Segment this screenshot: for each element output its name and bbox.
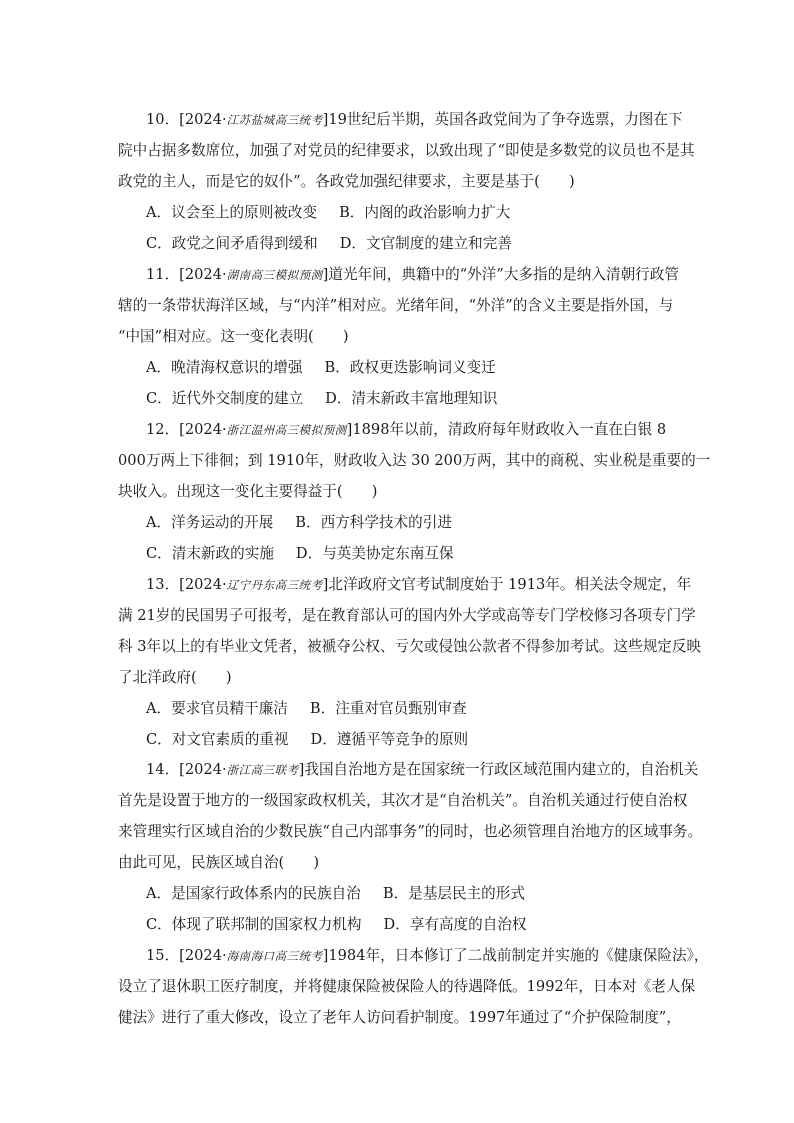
stem-text: 块收入。出现这一变化主要得益于( ): [118, 483, 378, 500]
stem-text: 000万两上下徘徊；到 1910年，财政收入达 30 200万两，其中的商税、实业税是重要的一: [118, 452, 711, 469]
question-source: 海南海口高三统考: [226, 949, 323, 963]
answer-option[interactable]: A．议会至上的原则被改变: [146, 204, 318, 221]
options-row: [146, 513, 452, 533]
options-row: [146, 730, 468, 750]
question-stem-line: [118, 451, 710, 471]
stem-text: 辖的一条带状海洋区域，与“内洋”相对应。光绪年间，“外洋”的含义主要是指外国，与: [118, 297, 674, 314]
source-suffix: ]: [322, 111, 329, 128]
stem-text: 19世纪后半期，英国各政党间为了争夺选票，力图在下: [328, 111, 683, 128]
answer-option[interactable]: C．对文官素质的重视: [146, 731, 289, 748]
question-stem-line: [118, 296, 673, 316]
source-suffix: ]: [298, 761, 305, 778]
question-stem-line: [118, 637, 701, 657]
answer-option[interactable]: D．享有高度的自治权: [383, 916, 527, 933]
answer-option[interactable]: A．要求官员精干廉洁: [146, 700, 288, 717]
stem-text: 健法》进行了重大修改，设立了老年人访问看护制度。1997年通过了“介护保险制度”，: [118, 1009, 681, 1026]
source-prefix: [2024·: [179, 947, 227, 964]
stem-text: 设立了退休职工医疗制度，并将健康保险被保险人的待遇降低。1992年，日本对《老人保: [118, 978, 696, 995]
question-stem-line: [118, 668, 232, 688]
stem-text: “中国”相对应。这一变化表明( ): [118, 328, 349, 345]
question-stem-first-line: [146, 265, 679, 285]
question-stem-line: [118, 853, 319, 873]
stem-text: 道光年间，典籍中的“外洋”大多指的是纳入清朝行政管: [328, 266, 679, 283]
question-number: 15．: [146, 947, 180, 964]
answer-option[interactable]: B．西方科学技术的引进: [295, 514, 452, 531]
question-stem-line: [118, 141, 695, 161]
source-prefix: [2024·: [179, 421, 227, 438]
source-prefix: [2024·: [179, 761, 227, 778]
question-number: 12．: [146, 421, 180, 438]
answer-option[interactable]: C．政党之间矛盾得到缓和: [146, 235, 318, 252]
answer-option[interactable]: A．晚清海权意识的增强: [146, 359, 303, 376]
stem-text: 首先是设置于地方的一级国家政权机关，其次才是“自治机关”。自治机关通过行使自治权: [118, 792, 688, 809]
options-row: [146, 699, 467, 719]
question-source: 浙江高三联考: [226, 763, 299, 777]
stem-text: 我国自治地方是在国家统一行政区域范围内建立的，自治机关: [304, 761, 699, 778]
answer-option[interactable]: B．内阁的政治影响力扩大: [339, 204, 511, 221]
answer-option[interactable]: D．文官制度的建立和完善: [339, 235, 512, 252]
options-row: [146, 389, 497, 409]
stem-text: 由此可见，民族区域自治( ): [118, 854, 320, 871]
answer-option[interactable]: B．政权更迭影响词义变迁: [324, 359, 496, 376]
source-suffix: ]: [322, 576, 329, 593]
options-row: [146, 884, 525, 904]
answer-option[interactable]: C．近代外交制度的建立: [146, 390, 304, 407]
question-stem-first-line: [146, 110, 683, 130]
question-stem-line: [118, 327, 349, 347]
question-number: 13．: [146, 576, 180, 593]
question-stem-line: [118, 172, 575, 192]
answer-option[interactable]: D．与英美协定东南互保: [295, 545, 454, 562]
question-source: 湖南高三模拟预测: [226, 268, 323, 282]
answer-option[interactable]: B．是基层民主的形式: [382, 885, 525, 902]
answer-option[interactable]: C．清末新政的实施: [146, 545, 274, 562]
question-stem-line: [118, 482, 377, 502]
stem-text: 科 3年以上的有毕业文凭者，被褫夺公权、亏欠或侵蚀公款者不得参加考试。这些规定反映: [118, 638, 702, 655]
question-stem-first-line: [146, 575, 691, 595]
answer-option[interactable]: A．是国家行政体系内的民族自治: [146, 885, 361, 902]
source-prefix: [2024·: [179, 111, 227, 128]
question-stem-first-line: [146, 420, 666, 440]
source-prefix: [2024·: [179, 266, 227, 283]
question-number: 14．: [146, 761, 180, 778]
stem-text: 政党的主人，而是它的奴仆”。各政党加强纪律要求，主要是基于( ): [118, 173, 575, 190]
question-source: 辽宁丹东高三统考: [226, 578, 323, 592]
answer-option[interactable]: D．遵循平等竞争的原则: [310, 731, 469, 748]
stem-text: 来管理实行区域自治的少数民族“自己内部事务”的同时，也必须管理自治地方的区域事务。: [118, 823, 703, 840]
question-number: 10．: [146, 111, 180, 128]
stem-text: 了北洋政府( ): [118, 669, 232, 686]
question-stem-line: [118, 822, 702, 842]
source-prefix: [2024·: [179, 576, 227, 593]
options-row: [146, 234, 512, 254]
options-row: [146, 544, 454, 564]
answer-option[interactable]: C．体现了联邦制的国家权力机构: [146, 916, 362, 933]
stem-text: 院中占据多数席位，加强了对党员的纪律要求，以致出现了“即使是多数党的议员也不是其: [118, 142, 695, 159]
source-suffix: ]: [322, 947, 329, 964]
answer-option[interactable]: B．注重对官员甄别审查: [309, 700, 467, 717]
question-number: 11．: [146, 266, 180, 283]
question-stem-first-line: [146, 760, 698, 780]
question-source: 江苏盐城高三统考: [226, 113, 323, 127]
question-stem-first-line: [146, 946, 708, 966]
question-stem-line: [118, 1008, 681, 1028]
options-row: [146, 915, 527, 935]
question-stem-line: [118, 606, 696, 626]
stem-text: 1898年以前，清政府每年财政收入一直在白银 8: [352, 421, 667, 438]
question-stem-line: [118, 791, 688, 811]
stem-text: 满 21岁的民国男子可报考，是在教育部认可的国内外大学或高等专门学校修习各项专门学: [118, 607, 696, 624]
answer-option[interactable]: A．洋务运动的开展: [146, 514, 274, 531]
options-row: [146, 203, 510, 223]
stem-text: 1984年，日本修订了二战前制定并实施的《健康保险法》，: [328, 947, 709, 964]
question-source: 浙江温州高三模拟预测: [226, 423, 347, 437]
source-suffix: ]: [322, 266, 329, 283]
answer-option[interactable]: D．清末新政丰富地理知识: [325, 390, 498, 407]
stem-text: 北洋政府文官考试制度始于 1913年。相关法令规定，年: [328, 576, 692, 593]
options-row: [146, 358, 496, 378]
source-suffix: ]: [346, 421, 353, 438]
question-stem-line: [118, 977, 695, 997]
